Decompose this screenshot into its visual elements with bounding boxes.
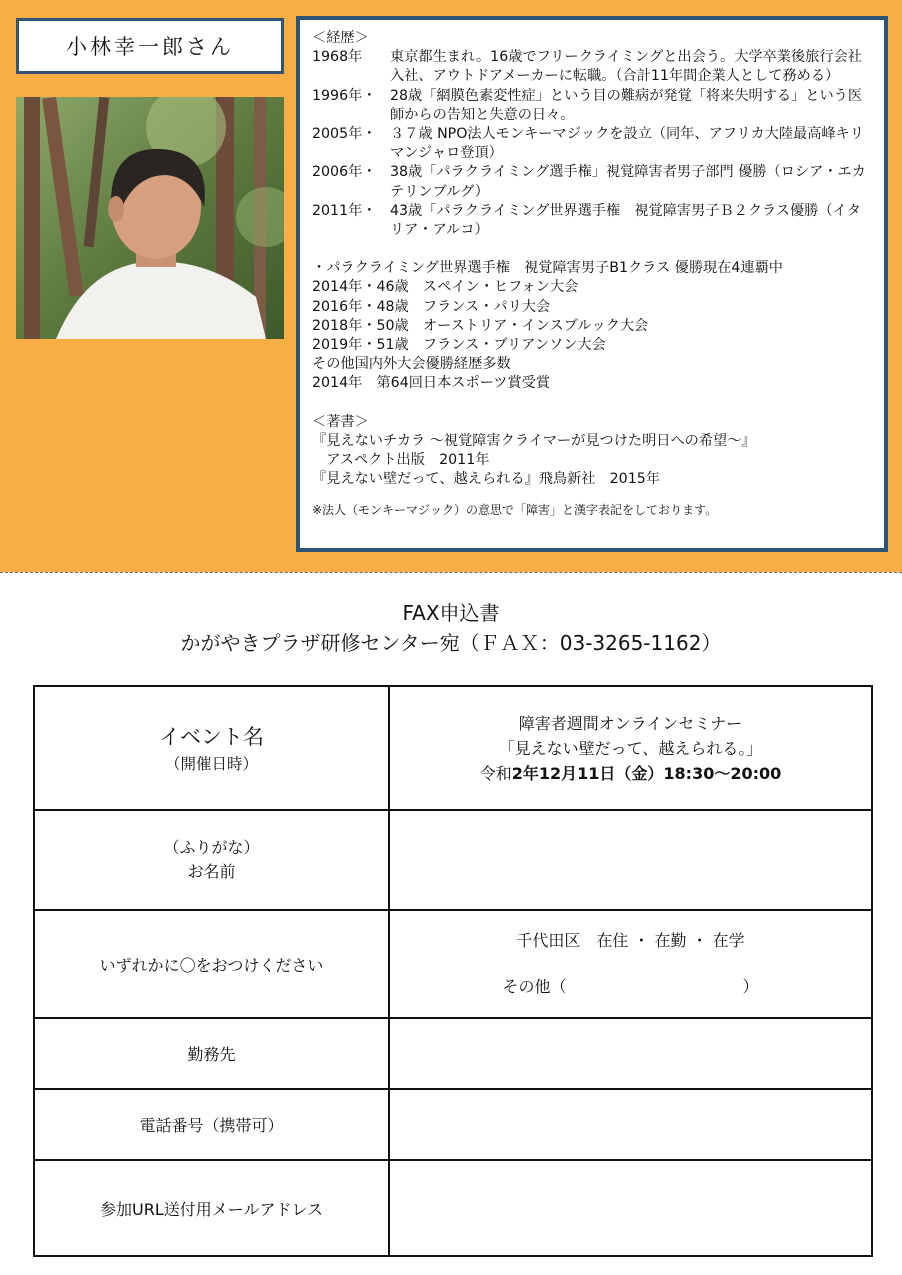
- event-label: イベント名: [159, 725, 264, 749]
- furigana-label: （ふりがな）: [163, 838, 260, 857]
- kanji-note: ※法人（モンキーマジック）の意思で「障害」と漢字表記をしております。: [312, 503, 718, 518]
- fax-recipient: かがやきプラザ研修センター宛（ＦＡＸ：03-3265-1162）: [180, 631, 722, 655]
- form-row-event: [34, 686, 872, 810]
- name-label: お名前: [187, 862, 236, 881]
- speaker-photo: [16, 97, 284, 339]
- name-label-cell: [34, 810, 389, 910]
- career-item: 1996年・ 28歳「網膜色素変性症」という目の難病が発覚「将来失明する」という医師からの告知と失意の日々。: [312, 87, 863, 123]
- email-label: 参加URL送付用メールアドレス: [34, 1160, 389, 1256]
- status-label: いずれかに〇をおつけください: [34, 910, 389, 1018]
- form-row-phone: [34, 1089, 872, 1160]
- event-date-label: （開催日時）: [164, 755, 258, 773]
- career-item: 2005年・ ３７歳 NPO法人モンキーマジックを設立（同年、アフリカ大陸最高峰キリマンジャロ登頂）: [312, 126, 864, 162]
- career-item: 2011年・ 43歳「パラクライミング世界選手権 視覚障害男子Ｂ２クラス優勝（イタリア・アルコ）: [312, 202, 861, 239]
- championship-item: 2014年・46歳 スペイン・ヒフォン大会: [312, 279, 579, 296]
- phone-label: 電話番号（携帯可）: [34, 1089, 389, 1160]
- book-item: 『見えないチカラ ～視覚障害クライマーが見つけた明日への希望～』: [312, 432, 756, 449]
- form-row-workplace: [34, 1018, 872, 1089]
- event-subtitle: 「見えない壁だって、越えられる。」: [498, 738, 763, 758]
- championship-item: その他国内外大会優勝経歴多数: [312, 356, 511, 373]
- fax-header: [0, 598, 902, 658]
- book-item: 『見えない壁だって、越えられる』飛鳥新社 2015年: [312, 471, 660, 488]
- book-item: アスペクト出版 2011年: [312, 452, 490, 469]
- workplace-input-cell[interactable]: [389, 1018, 872, 1089]
- application-form: [33, 685, 873, 1257]
- championship-item: 2018年・50歳 オーストリア・インスブルック大会: [312, 317, 649, 334]
- championship-item: 2016年・48歳 フランス・パリ大会: [312, 298, 551, 315]
- status-options-cell[interactable]: [389, 910, 872, 1018]
- form-row-name: [34, 810, 872, 910]
- fax-title: FAX申込書: [402, 601, 500, 625]
- name-input-cell[interactable]: [389, 810, 872, 910]
- email-input-cell[interactable]: [389, 1160, 872, 1256]
- speaker-name: 小林幸一郎さん: [16, 18, 284, 74]
- event-datetime: 令和2年12月11日（金）18:30～20:00: [479, 763, 782, 783]
- event-label-cell: [34, 686, 389, 810]
- event-title: 障害者週間オンラインセミナー: [518, 713, 743, 733]
- career-heading: ＜経歴＞: [312, 30, 369, 46]
- cut-line: [0, 572, 902, 573]
- championship-item: 2014年 第64回日本スポーツ賞受賞: [312, 375, 551, 392]
- career-item: 1968年 東京都生まれ。16歳でフリークライミングと出会う。大学卒業後旅行会社入社、アウトドアメーカーに転職。（合計11年間企業人として務める）: [312, 49, 862, 85]
- championship-item: 2019年・51歳 フランス・ブリアンソン大会: [312, 337, 606, 354]
- books-heading: ＜著書＞: [312, 413, 369, 430]
- career-item: 2006年・ 38歳「パラクライミング選手権」視覚障害者男子部門 優勝（ロシア・エカテリンブルグ）: [312, 164, 866, 200]
- event-value-cell: [389, 686, 872, 810]
- championship-heading: ・パラクライミング世界選手権 視覚障害男子B1クラス 優勝現在4連覇中: [312, 260, 783, 277]
- career-panel: [296, 16, 888, 552]
- phone-input-cell[interactable]: [389, 1089, 872, 1160]
- status-other[interactable]: その他（ ）: [502, 977, 759, 996]
- form-row-status: [34, 910, 872, 1018]
- workplace-label: 勤務先: [34, 1018, 389, 1089]
- form-row-email: [34, 1160, 872, 1256]
- status-options[interactable]: 千代田区 在住 ・ 在勤 ・ 在学: [516, 931, 745, 950]
- profile-section: [0, 0, 902, 572]
